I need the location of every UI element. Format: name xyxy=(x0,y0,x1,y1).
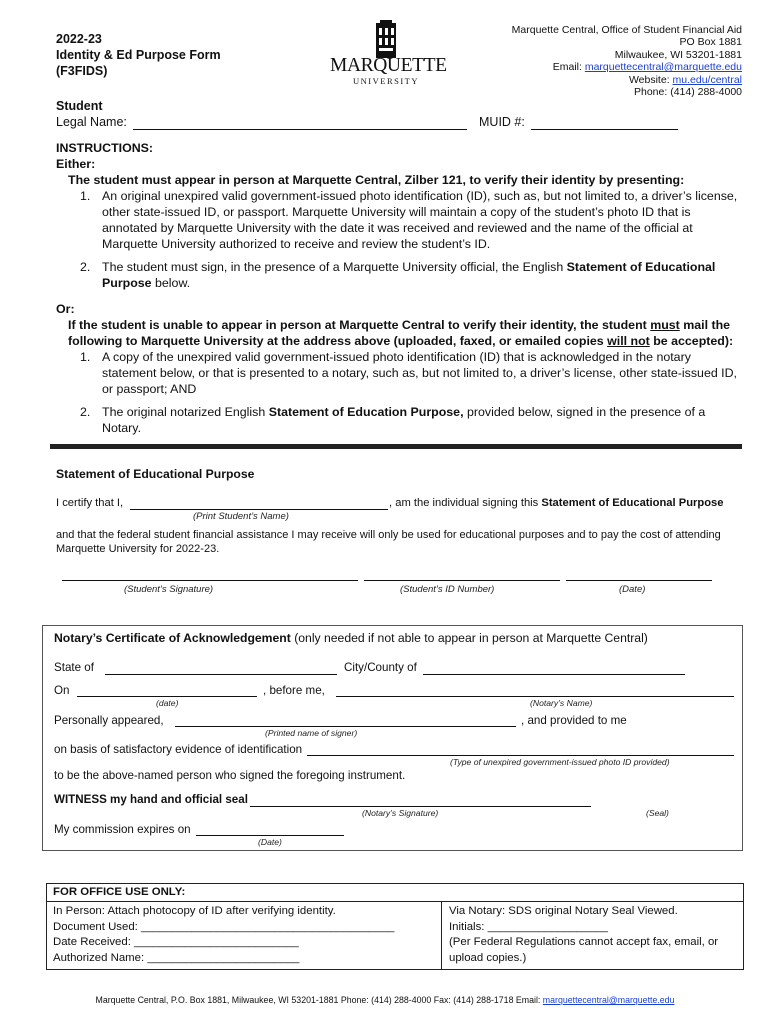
state-label: State of xyxy=(54,661,94,674)
via-notary-text: Via Notary: SDS original Notary Seal Viewed. xyxy=(449,905,678,917)
statement-title: Statement of Educational Purpose xyxy=(56,467,255,481)
printed-name-caption: (Printed name of signer) xyxy=(265,728,358,738)
instructions xyxy=(56,140,746,436)
signature-date-field[interactable] xyxy=(566,580,712,581)
form-title: Identity & Ed Purpose Form xyxy=(56,48,221,62)
seal-caption: (Seal) xyxy=(646,808,669,818)
logo-wordmark: MARQUETTE xyxy=(330,55,447,76)
contact-info xyxy=(512,24,742,98)
before-me-label: , before me, xyxy=(263,684,325,697)
notary-date-field[interactable] xyxy=(77,696,257,697)
county-field[interactable] xyxy=(423,674,685,675)
or-intro: If the student is unable to appear in person at Marquette Central to verify their identity, the student must mail the following to Marquette University at the address above (uploaded, faxed, or emailed copies will not be accepted): xyxy=(68,318,734,348)
muid-field[interactable] xyxy=(531,129,678,130)
date-received[interactable]: Date Received: __________________________ xyxy=(53,936,299,949)
office-use-box xyxy=(46,883,744,970)
county-label: City/County of xyxy=(344,661,417,674)
above-named-text: to be the above-named person who signed the foregoing instrument. xyxy=(54,769,406,782)
section-divider xyxy=(50,444,742,449)
notary-name-caption: (Notary’s Name) xyxy=(530,698,593,708)
student-id-field[interactable] xyxy=(364,580,560,581)
or-list xyxy=(56,349,746,436)
certify-text: , am the individual signing this Statement of Educational Purpose xyxy=(389,497,724,509)
print-name-field[interactable] xyxy=(130,509,388,510)
statement-body: and that the federal student financial assistance I may receive will only be used for educational purposes and to pay the cost of attending Marquette University for 2022-23. xyxy=(56,529,721,555)
list-item: 1. An original unexpired valid government-issued photo identification (ID), such as, but not limited to, a driver’s license, other state-issued ID, or passport. Marquette University will maintain a copy of the student’s photo ID that is annotated by Marquette University with the date it was received and reviewed and the name of the official at Marquette University authorized to receive and review the student’s ID. xyxy=(80,189,738,251)
email-line: Email: marquettecentral@marquette.edu xyxy=(552,61,742,74)
student-signature-field[interactable] xyxy=(62,580,358,581)
phone-line: Phone: (414) 288-4000 xyxy=(634,86,742,99)
either-label: Either: xyxy=(56,157,96,171)
email-link[interactable]: marquettecentral@marquette.edu xyxy=(584,61,742,74)
or-label: Or: xyxy=(56,302,75,316)
regulations-note: (Per Federal Regulations cannot accept fax, email, or upload copies.) xyxy=(449,936,719,964)
provided-label: , and provided to me xyxy=(521,714,627,727)
evidence-label: on basis of satisfactory evidence of identification xyxy=(54,743,303,756)
office-in-person xyxy=(47,902,442,969)
in-person-text: In Person: Attach photocopy of ID after verifying identity. xyxy=(53,905,336,917)
notary-name-field[interactable] xyxy=(336,696,734,697)
print-name-caption: (Print Student’s Name) xyxy=(193,511,289,522)
date-caption: (date) xyxy=(156,698,179,708)
list-item: 2. The original notarized English Statement of Education Purpose, provided below, signed in the presence of a Notary. xyxy=(80,405,706,435)
student-block xyxy=(56,98,103,115)
website-link[interactable]: mu.edu/central xyxy=(672,73,742,86)
form-header xyxy=(56,31,221,79)
city-state-zip: Milwaukee, WI 53201-1881 xyxy=(614,48,742,61)
state-field[interactable] xyxy=(105,674,337,675)
instructions-heading: INSTRUCTIONS: xyxy=(56,141,154,155)
signature-caption: (Student’s Signature) xyxy=(124,584,214,595)
list-item: 2. The student must sign, in the presence of a Marquette University official, the English Statement of Educational Purpose below. xyxy=(80,260,716,290)
authorized-name[interactable]: Authorized Name: ________________________ xyxy=(53,951,300,964)
logo-subtitle: UNIVERSITY xyxy=(353,76,419,86)
form-year: 2022-23 xyxy=(56,32,102,46)
commission-label: My commission expires on xyxy=(54,823,191,836)
signer-name-field[interactable] xyxy=(175,726,516,727)
witness-label: WITNESS my hand and official seal xyxy=(54,793,248,806)
po-box: PO Box 1881 xyxy=(679,36,742,49)
certify-label: I certify that I, xyxy=(56,497,124,509)
on-label: On xyxy=(54,684,70,697)
commission-date-caption: (Date) xyxy=(258,837,282,847)
footer: Marquette Central, P.O. Box 1881, Milwaukee, WI 53201-1881 Phone: (414) 288-4000 Fax: (414) 288-1718 Email: marquettecentral@marquette.edu xyxy=(95,995,675,1005)
list-item: 1. A copy of the unexpired valid government-issued photo identification (ID) that is acknowledged in the notary statement below, or that is presented to a notary, such as, but not limited to, a driver’s license, other state-issued ID, or passport; AND xyxy=(80,350,738,396)
legal-name-field[interactable] xyxy=(133,129,467,130)
office-name: Marquette Central, Office of Student Financial Aid xyxy=(511,24,742,36)
commission-date-field[interactable] xyxy=(196,835,344,836)
website-line: Website: mu.edu/central xyxy=(628,73,742,86)
footer-email-link[interactable]: marquettecentral@marquette.edu xyxy=(542,995,675,1005)
form-code: (F3FIDS) xyxy=(56,64,108,78)
legal-name-label: Legal Name: xyxy=(56,115,127,129)
id-type-field[interactable] xyxy=(307,755,734,756)
personally-appeared-label: Personally appeared, xyxy=(54,714,164,727)
initials[interactable]: Initials: ___________________ xyxy=(449,920,608,933)
notary-title: Notary’s Certificate of Acknowledgement (only needed if not able to appear in person at Marquette Central) xyxy=(54,631,648,645)
muid-label: MUID #: xyxy=(479,115,525,129)
office-use-title: FOR OFFICE USE ONLY: xyxy=(47,884,743,902)
date-caption: (Date) xyxy=(619,584,646,595)
id-type-caption: (Type of unexpired government-issued photo ID provided) xyxy=(450,757,670,767)
notary-signature-caption: (Notary’s Signature) xyxy=(362,808,439,818)
document-used[interactable]: Document Used: ________________________________________ xyxy=(53,920,395,933)
marquette-logo xyxy=(330,20,447,86)
notary-signature-field[interactable] xyxy=(250,806,591,807)
office-via-notary xyxy=(442,902,744,969)
id-caption: (Student’s ID Number) xyxy=(400,584,495,595)
tower-icon xyxy=(330,20,442,60)
student-heading: Student xyxy=(56,99,103,113)
either-list xyxy=(56,188,746,291)
either-intro: The student must appear in person at Marquette Central, Zilber 121, to verify their identity by presenting: xyxy=(68,173,685,187)
